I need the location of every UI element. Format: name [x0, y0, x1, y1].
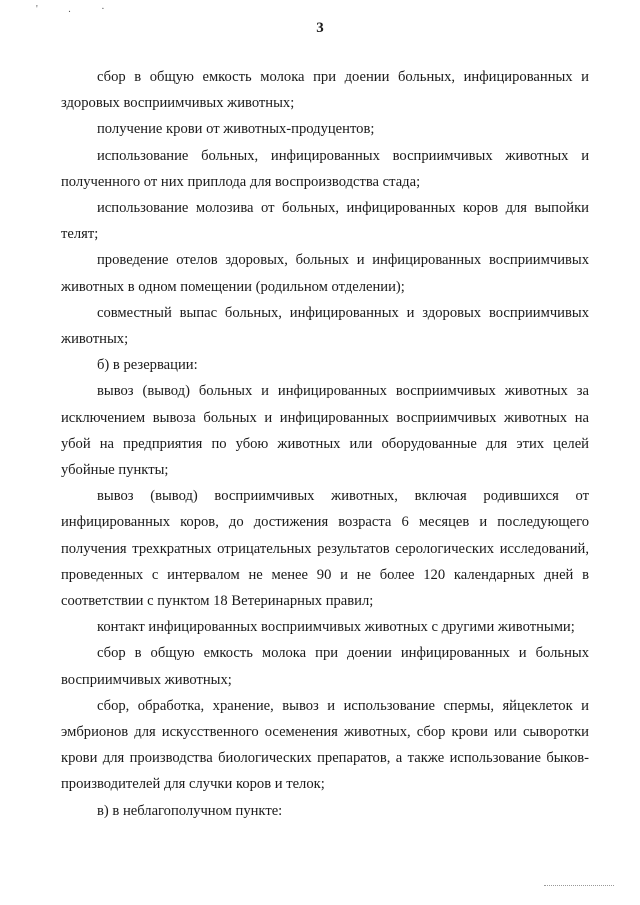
paragraph: сбор в общую емкость молока при доении больных, инфицированных и здоровых восприимчивых животных;	[61, 69, 589, 112]
paragraph: контакт инфицированных восприимчивых животных с другими животными;	[97, 619, 575, 636]
paragraph: вывоз (вывод) больных и инфицированных восприимчивых животных за исключением вывоза больных и инфицированных восприимчивых животных на убой на предприятия по убою животных или оборудованные для этих целей убойные пункты;	[61, 383, 589, 479]
paragraph: использование больных, инфицированных восприимчивых животных и полученного от них приплода для воспроизводства стада;	[61, 147, 589, 190]
section-heading: б) в резервации:	[97, 357, 198, 374]
section-heading: в) в неблагополучном пункте:	[97, 802, 283, 819]
page-number: 3	[316, 20, 324, 36]
scan-mark	[544, 885, 614, 887]
scan-specks: ' . ·	[36, 4, 119, 15]
paragraph: сбор в общую емкость молока при доении инфицированных и больных восприимчивых животных;	[61, 645, 589, 688]
paragraph: использование молозива от больных, инфицированных коров для выпойки телят;	[61, 200, 589, 243]
paragraph: совместный выпас больных, инфицированных и здоровых восприимчивых животных;	[61, 304, 589, 348]
paragraph: вывоз (вывод) восприимчивых животных, включая родившихся от инфицированных коров, до достижения возраста 6 месяцев и последующего получения трехкратных отрицательных результатов серологических исследований, проведенных с интервалом не менее 90 и не более 120 календарных дней в соответствии с пунктом 18 Ветеринарных правил;	[61, 488, 589, 610]
paragraph: проведение отелов здоровых, больных и инфицированных восприимчивых животных в одном помещении (родильном отделении);	[61, 252, 589, 295]
document-body	[61, 64, 589, 824]
paragraph: сбор, обработка, хранение, вывоз и использование спермы, яйцеклеток и эмбрионов для искусственного осеменения животных, сбор крови или сыворотки крови для производства биологических препаратов, а также использование быков-производителей для случки коров и телок;	[61, 697, 589, 793]
paragraph: получение крови от животных-продуцентов;	[97, 121, 375, 138]
